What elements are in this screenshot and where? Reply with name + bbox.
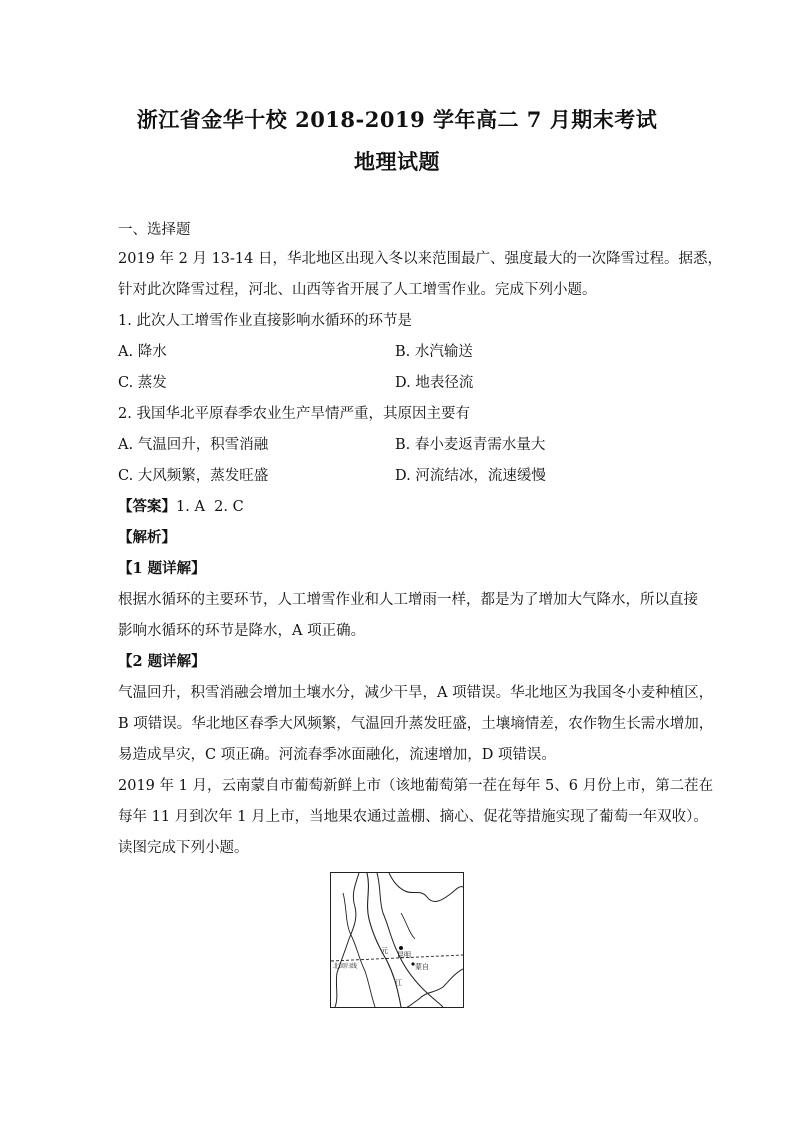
question-2-option-c: C. 大风频繁，蒸发旺盛 — [118, 468, 269, 484]
detail-2-line-2: B 项错误。华北地区春季大风频繁，气温回升蒸发旺盛，土壤墒情差，农作物生长需水增加， — [118, 716, 714, 732]
page-subtitle: 地理试题 — [354, 149, 440, 174]
map-border-left — [335, 873, 359, 1007]
label-kunming: 昆明 — [397, 951, 411, 959]
detail-2-label: 【2 题详解】 — [118, 653, 206, 670]
question-2-option-d: D. 河流结冰，流速缓慢 — [395, 468, 546, 484]
map-border-top — [389, 873, 463, 901]
question-1-option-d: D. 地表径流 — [395, 375, 474, 391]
detail-1-label: 【1 题详解】 — [118, 560, 206, 577]
detail-1-line-1: 根据水循环的主要环节，人工增雪作业和人工增雨一样，都是为了增加大气降水，所以直接 — [118, 592, 698, 608]
detail-1-line-2: 影响水循环的环节是降水，A 项正确。 — [118, 623, 366, 639]
answer-label: 【答案】 — [118, 498, 176, 515]
label-yuan: 元 — [381, 947, 388, 955]
question-1-option-c: C. 蒸发 — [118, 375, 167, 391]
material-1-line-2: 针对此次降雪过程，河北、山西等省开展了人工增雪作业。完成下列小题。 — [118, 282, 597, 298]
label-tropic: 北回归线 — [333, 963, 358, 970]
map-river-2 — [377, 873, 443, 1007]
material-2-line-3: 读图完成下列小题。 — [118, 840, 249, 856]
detail-2-line-3: 易造成旱灾，C 项正确。河流春季冰面融化，流速增加，D 项错误。 — [118, 747, 556, 763]
map-river-4 — [401, 913, 415, 939]
map-river-3 — [343, 893, 375, 1007]
material-2-line-1: 2019 年 1 月，云南蒙自市葡萄新鲜上市（该地葡萄第一茬在每年 5、6 月份上市，第二茬在 — [118, 778, 714, 794]
question-1-option-b: B. 水汽输送 — [395, 344, 473, 360]
answer-text: 1. A 2. C — [176, 499, 244, 515]
answer-line — [118, 497, 244, 517]
analysis-label: 【解析】 — [118, 529, 176, 546]
section-heading: 一、选择题 — [118, 222, 191, 238]
label-mengzi: 蒙自 — [415, 963, 429, 971]
page-title: 浙江省金华十校 2018-2019 学年高二 7 月期末考试 — [136, 107, 658, 132]
question-2-option-b: B. 春小麦返青需水量大 — [395, 437, 546, 453]
question-1-option-a: A. 降水 — [118, 344, 167, 360]
material-2-line-2: 每年 11 月到次年 1 月上市，当地果农通过盖棚、摘心、促花等措施实现了葡萄一年双收）。 — [118, 809, 708, 825]
question-2-option-a: A. 气温回升，积雪消融 — [118, 437, 269, 453]
label-jiang: 江 — [395, 979, 402, 987]
question-1-stem: 1. 此次人工增雪作业直接影响水循环的环节是 — [118, 313, 412, 329]
detail-2-line-1: 气温回升，积雪消融会增加土壤水分，减少干旱，A 项错误。华北地区为我国冬小麦种植区， — [118, 685, 714, 701]
kunming-dot — [399, 946, 403, 950]
question-2-stem: 2. 我国华北平原春季农业生产旱情严重，其原因主要有 — [118, 406, 470, 422]
material-1-line-1: 2019 年 2 月 13-14 日，华北地区出现入冬以来范围最广、强度最大的一次降雪过程。据悉， — [118, 251, 722, 267]
map-border-right — [407, 969, 463, 1007]
yunnan-map — [330, 872, 464, 1008]
